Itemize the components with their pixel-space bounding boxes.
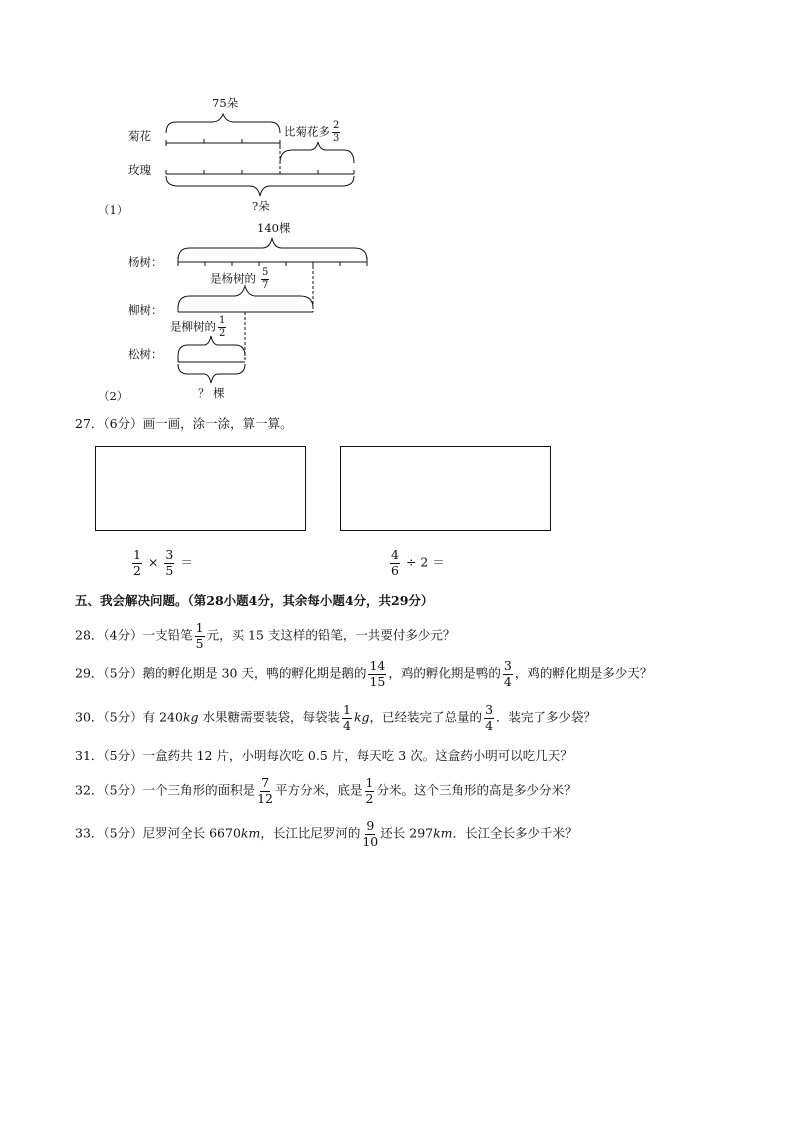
pine-fraction: $\frac{1}{2}$ [219, 315, 226, 339]
section-5-title: 五、我会解决问题。（第28小题4分，其余每小题4分，共29分） [75, 593, 434, 608]
q32-fraction-1: $\frac{7}{12}$ [257, 775, 274, 806]
q30-fraction-1: $\frac{1}{4}$ [343, 702, 351, 733]
label-liushu: 柳树： [128, 303, 163, 317]
fraction-a: $\frac{1}{2}$ [133, 547, 141, 578]
brace-pine [178, 336, 245, 356]
q32-fraction-2: $\frac{1}{2}$ [365, 775, 374, 806]
label-meigui: 玫瑰 [128, 163, 151, 177]
pine-note: 是柳树的 $\frac{1}{2}$ [170, 315, 226, 339]
q27-expression-1: $\frac{1}{2}$ × $\frac{3}{5}$ ＝ [133, 547, 193, 578]
q29: 29．（5分）鹅的孵化期是 30 天，鸭的孵化期是鹅的 $\frac{14}{15}$ ，鸡的孵化期是鸭的 $\frac{3}{4}$ ，鸡的孵化期是多少天？ [75, 658, 653, 689]
willow-fraction: $\frac{5}{7}$ [262, 267, 269, 291]
fraction-b: $\frac{3}{5}$ [165, 547, 174, 578]
q33-fraction: $\frac{9}{10}$ [362, 818, 379, 849]
q32: 32．（5分）一个三角形的面积是 $\frac{7}{12}$ 平方分米，底是 $\frac{1}{2}$ 分米。这个三角形的高是多少分米？ [75, 775, 577, 806]
q30: 30．（5分）有 240kg 水果糖需要装袋，每袋装 $\frac{1}{4}$ kg，已经装完了总量的 $\frac{3}{4}$ ．装完了多少袋？ [75, 702, 597, 733]
total-label-2: 140棵 [257, 221, 291, 235]
q27-expression-2: $\frac{4}{6}$ ÷ 2 ＝ [391, 547, 445, 578]
q29-fraction-2: $\frac{3}{4}$ [503, 658, 512, 689]
willow-note: 是杨树的 $\frac{5}{7}$ [210, 267, 269, 291]
total-label-1: 75朵 [212, 96, 239, 110]
q28-fraction: $\frac{1}{5}$ [195, 620, 204, 651]
more-fraction: $\frac{2}{3}$ [333, 120, 340, 144]
label-songshu: 松树： [128, 347, 163, 361]
diagram-index-2: （2） [98, 389, 129, 403]
q28: 28．（4分）一支铅笔 $\frac{1}{5}$ 元，买 15 支这样的铅笔，一共要付多少元？ [75, 620, 456, 651]
drawing-box-1[interactable] [95, 446, 306, 531]
brace-bottom-2 [178, 364, 245, 383]
q31: 31．（5分）一盒药共 12 片，小明每次吃 0.5 片，每天吃 3 次。这盒药小明可以吃几天？ [75, 748, 573, 763]
drawing-box-2[interactable] [340, 446, 551, 531]
label-yangshu: 杨树： [128, 255, 163, 269]
q27-header: 27．（6分）画一画，涂一涂，算一算。 [75, 416, 293, 431]
fraction-c: $\frac{4}{6}$ [391, 547, 399, 578]
question-label-2: ？ 棵 [198, 386, 225, 400]
label-juhua: 菊花 [128, 129, 151, 143]
diagram-index-1: （1） [98, 203, 129, 217]
brace-top-2 [178, 238, 367, 260]
q33: 33．（5分）尼罗河全长 6670km，长江比尼罗河的 $\frac{9}{10}$ 还长 297km．长江全长多少千米？ [75, 818, 578, 849]
more-note: 比菊花多 $\frac{2}{3}$ [284, 120, 340, 144]
question-label-1: ?朵 [252, 199, 270, 213]
q30-fraction-2: $\frac{3}{4}$ [485, 702, 494, 733]
q29-fraction-1: $\frac{14}{15}$ [369, 658, 386, 689]
